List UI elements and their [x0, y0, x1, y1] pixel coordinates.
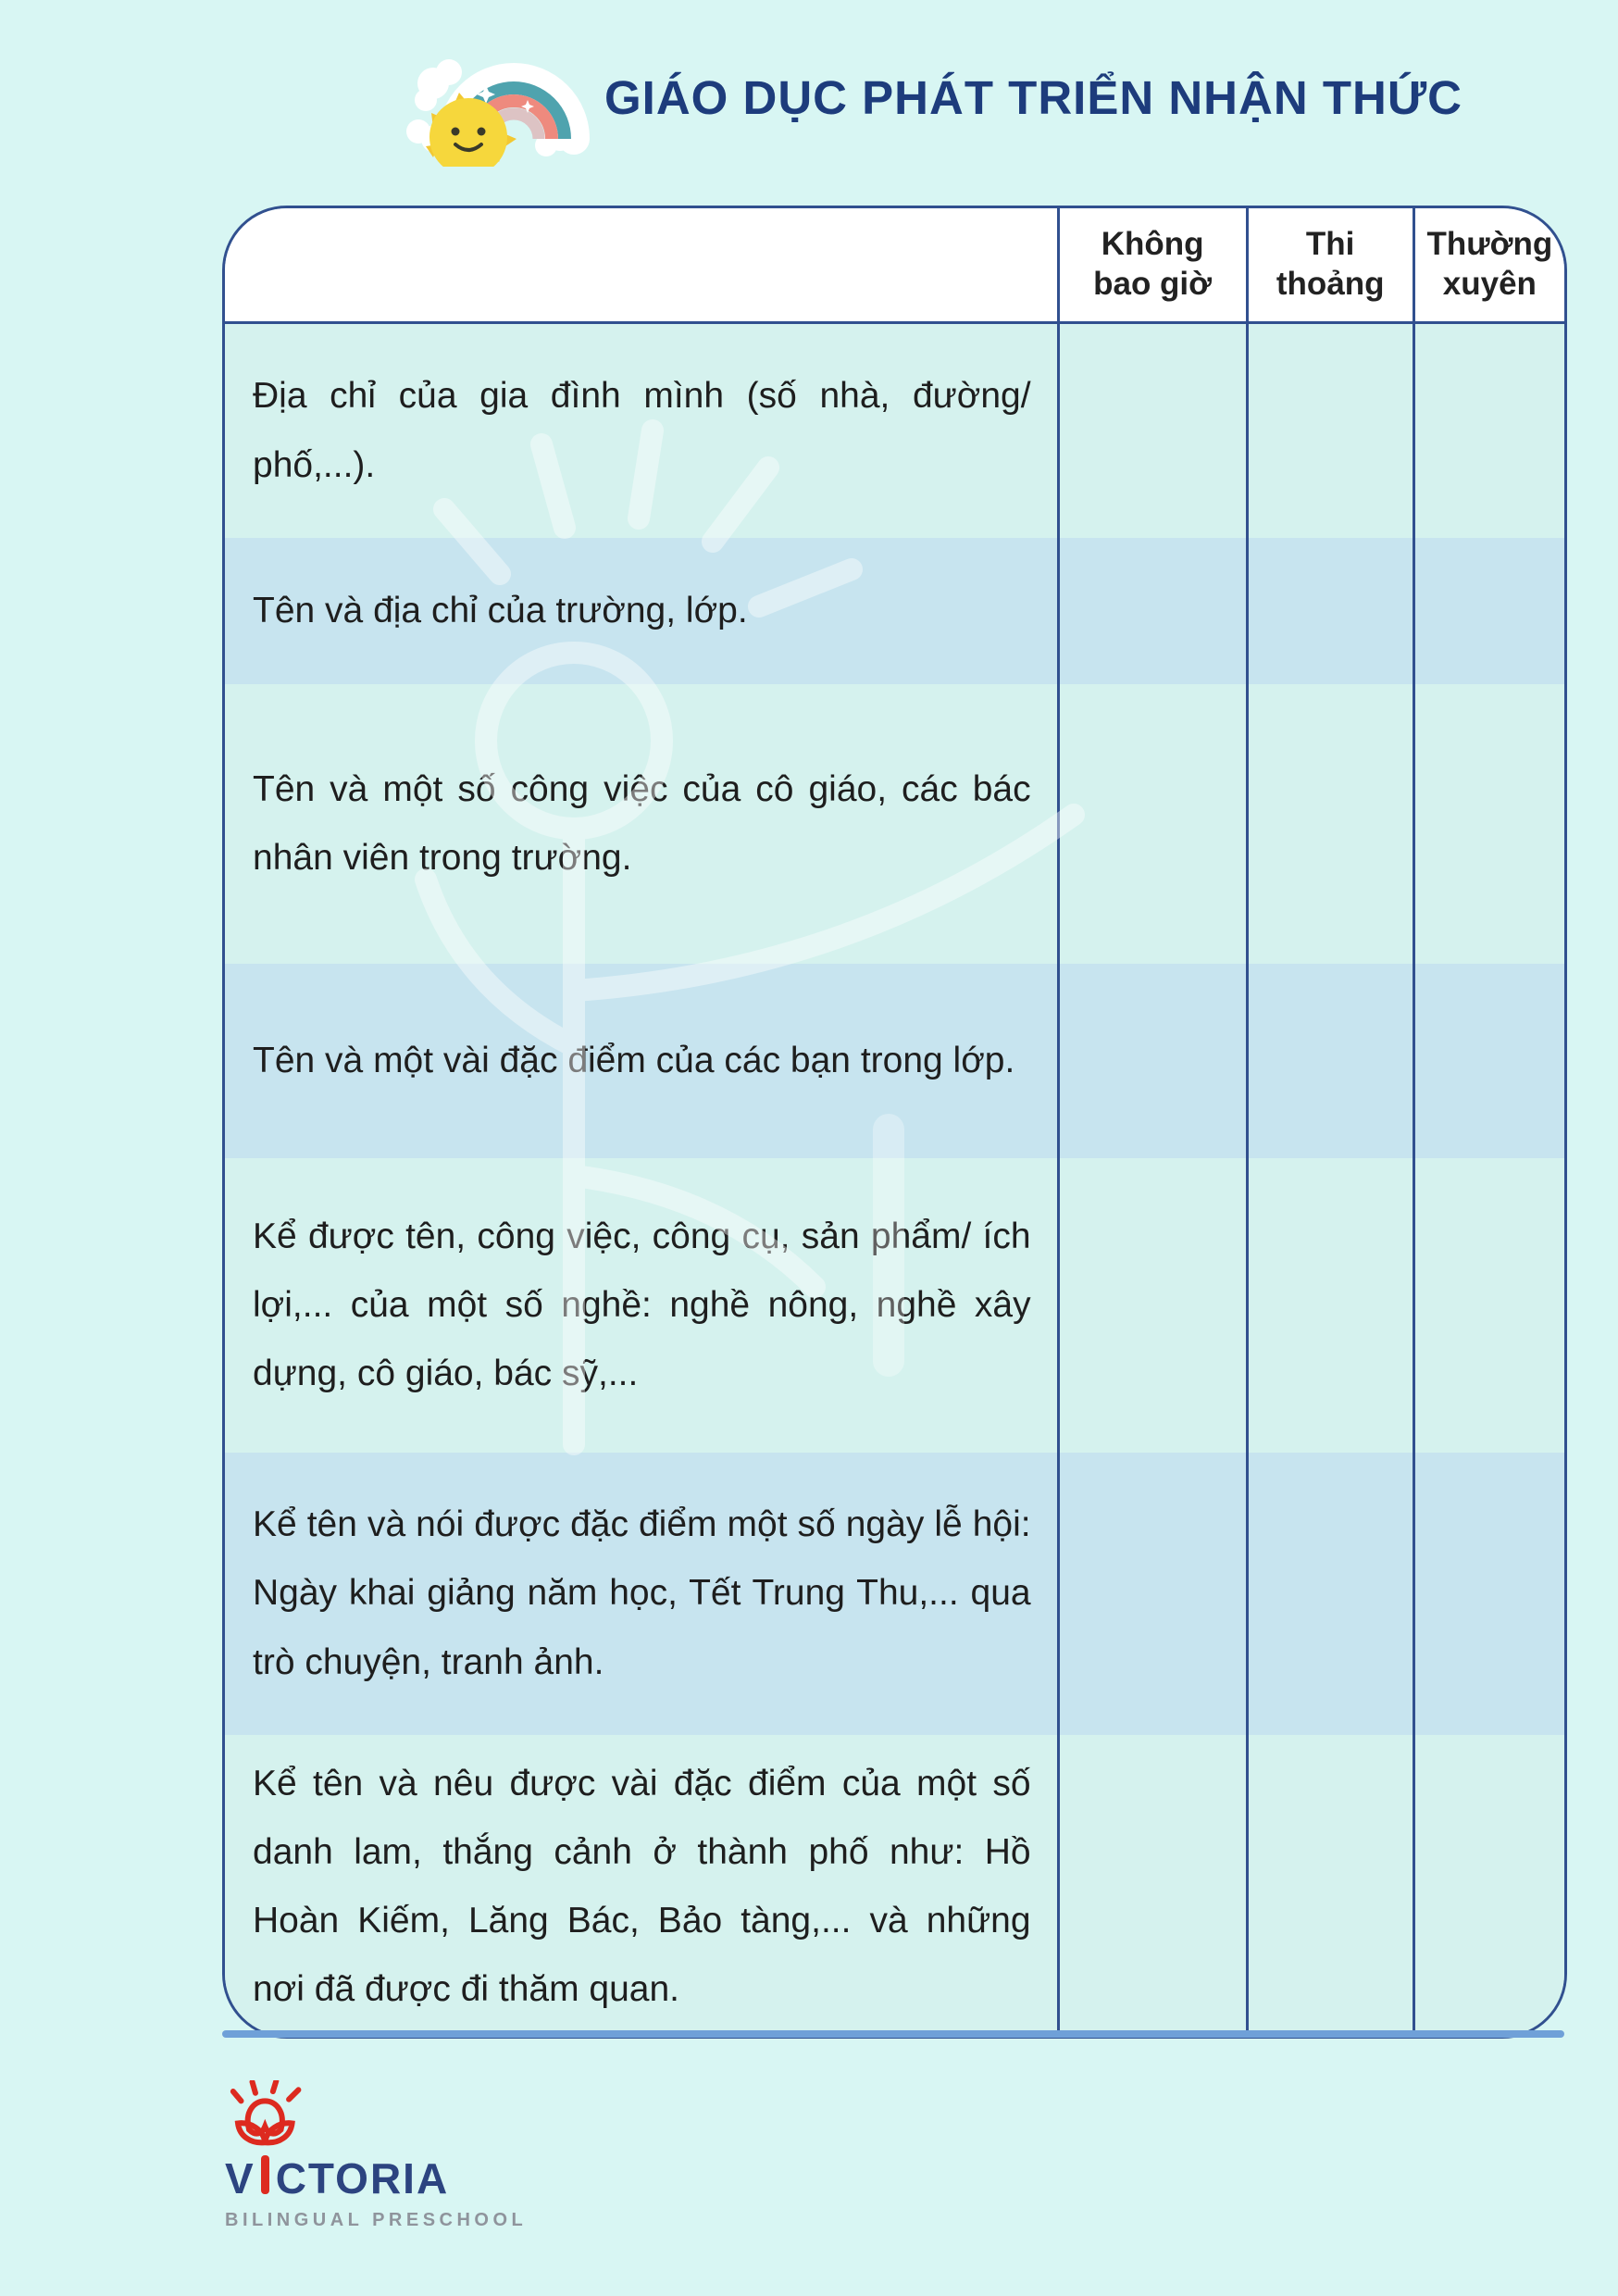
- column-header-never: Không bao giờ: [1057, 208, 1246, 321]
- checkbox-cell-often[interactable]: [1413, 964, 1564, 1158]
- checkbox-cell-often[interactable]: [1413, 1453, 1564, 1735]
- checkbox-cell-never[interactable]: [1057, 684, 1246, 964]
- checkbox-cell-often[interactable]: [1413, 538, 1564, 684]
- checkbox-cell-never[interactable]: [1057, 1453, 1246, 1735]
- checkbox-cell-never[interactable]: [1057, 1735, 1246, 2039]
- checkbox-cell-often[interactable]: [1413, 324, 1564, 538]
- table-row: [225, 538, 1564, 684]
- column-header-often: Thường xuyên: [1413, 208, 1564, 321]
- victoria-logo: [225, 2094, 527, 2231]
- page-header: [398, 28, 1462, 167]
- row-description: Kể tên và nói được đặc điểm một số ngày lễ hội: Ngày khai giảng năm học, Tết Trung Thu,... qua trò chuyện, tranh ảnh.: [253, 1504, 1031, 1682]
- row-description: Địa chỉ của gia đình mình (số nhà, đường/ phố,...).: [253, 376, 1031, 485]
- table-row: [225, 964, 1564, 1158]
- tulip-flower-icon: [255, 2162, 276, 2193]
- logo-letters-rest: CTORIA: [275, 2154, 450, 2202]
- checkbox-cell-never[interactable]: [1057, 1158, 1246, 1453]
- checkbox-cell-never[interactable]: [1057, 538, 1246, 684]
- table-row: [225, 1453, 1564, 1735]
- checkbox-cell-sometimes[interactable]: [1246, 1158, 1413, 1453]
- checkbox-cell-sometimes[interactable]: [1246, 1453, 1413, 1735]
- table-bottom-accent-line: [222, 2030, 1564, 2038]
- row-description: Kể tên và nêu được vài đặc điểm của một số danh lam, thắng cảnh ở thành phố như: Hồ Hoàn Kiếm, Lăng Bác, Bảo tàng,... và những nơi đã được đi thăm quan.: [253, 1763, 1031, 2010]
- table-row: [225, 1158, 1564, 1453]
- table-row: [225, 324, 1564, 538]
- checkbox-cell-never[interactable]: [1057, 324, 1246, 538]
- assessment-table: [222, 206, 1567, 2039]
- checkbox-cell-often[interactable]: [1413, 1735, 1564, 2039]
- checkbox-cell-often[interactable]: [1413, 684, 1564, 964]
- row-description: Tên và một số công việc của cô giáo, các bác nhân viên trong trường.: [253, 768, 1031, 878]
- checkbox-cell-never[interactable]: [1057, 964, 1246, 1158]
- row-description: Kể được tên, công việc, công cụ, sản phẩm/ ích lợi,... của một số nghề: nghề nông, nghề xây dựng, cô giáo, bác sỹ,...: [253, 1216, 1031, 1394]
- row-description: Tên và địa chỉ của trường, lớp.: [253, 590, 748, 630]
- checkbox-cell-sometimes[interactable]: [1246, 1735, 1413, 2039]
- row-description: Tên và một vài đặc điểm của các bạn trong lớp.: [253, 1040, 1015, 1080]
- table-header-row: [225, 208, 1564, 324]
- logo-subtitle: BILINGUAL PRESCHOOL: [225, 2210, 528, 2230]
- sun-rainbow-icon: [398, 28, 597, 167]
- header-empty-cell: [225, 208, 1057, 321]
- logo-letter-v: V: [225, 2154, 255, 2202]
- checkbox-cell-sometimes[interactable]: [1246, 964, 1413, 1158]
- checkbox-cell-sometimes[interactable]: [1246, 538, 1413, 684]
- table-row: [225, 1735, 1564, 2039]
- logo-wordmark: [225, 2153, 449, 2203]
- checkbox-cell-sometimes[interactable]: [1246, 684, 1413, 964]
- column-header-sometimes: Thi thoảng: [1246, 208, 1413, 321]
- checkbox-cell-sometimes[interactable]: [1246, 324, 1413, 538]
- checkbox-cell-often[interactable]: [1413, 1158, 1564, 1453]
- page-title: GIÁO DỤC PHÁT TRIỂN NHẬN THỨC: [604, 70, 1462, 124]
- table-row: [225, 684, 1564, 964]
